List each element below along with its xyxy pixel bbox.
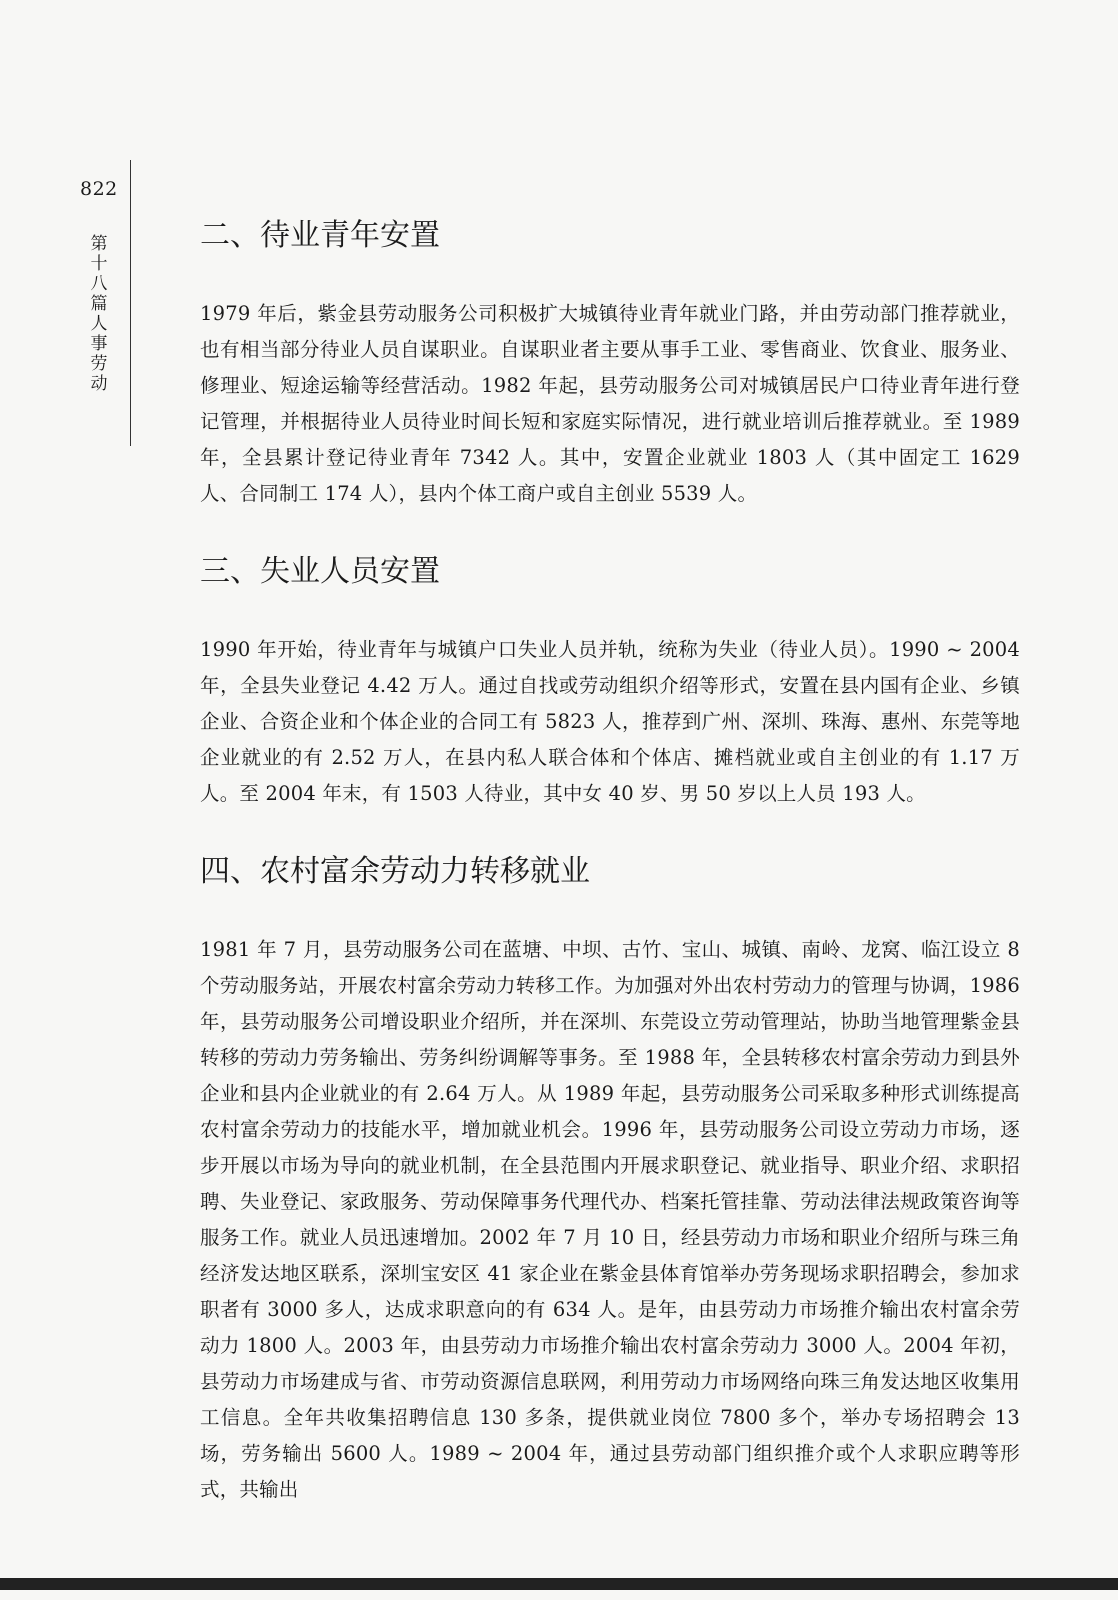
section-body: 1979 年后，紫金县劳动服务公司积极扩大城镇待业青年就业门路，并由劳动部门推荐就业，也有相当部分待业人员自谋职业。自谋职业者主要从事手工业、零售商业、饮食业、服务业、修理业、短途运输等经营活动。1982 年起，县劳动服务公司对城镇居民户口待业青年进行登记管理，并根据待业人员待业时间长短和家庭实际情况，进行就业培训后推荐就业。至 1989 年，全县累计登记待业青年 7342 人。其中，安置企业就业 1803 人（其中固定工 1629 人、合同制工 174 人），县内个体工商户或自主创业 5539 人。 [200, 302, 1020, 505]
section-rural-labor-transfer [200, 848, 1020, 1508]
section-body: 1981 年 7 月，县劳动服务公司在蓝塘、中坝、古竹、宝山、城镇、南岭、龙窝、临江设立 8 个劳动服务站，开展农村富余劳动力转移工作。为加强对外出农村劳动力的管理与协调，1986 年，县劳动服务公司增设职业介绍所，并在深圳、东莞设立劳动管理站，协助当地管理紫金县转移的劳动力劳务输出、劳务纠纷调解等事务。至 1988 年，全县转移农村富余劳动力到县外企业和县内企业就业的有 2.64 万人。从 1989 年起，县劳动服务公司采取多种形式训练提高农村富余劳动力的技能水平，增加就业机会。1996 年，县劳动服务公司设立劳动力市场，逐步开展以市场为导向的就业机制，在全县范围内开展求职登记、就业指导、职业介绍、求职招聘、失业登记、家政服务、劳动保障事务代理代办、档案托管挂靠、劳动法律法规政策咨询等服务工作。就业人员迅速增加。2002 年 7 月 10 日，经县劳动力市场和职业介绍所与珠三角经济发达地区联系，深圳宝安区 41 家企业在紫金县体育馆举办劳务现场求职招聘会，参加求职者有 3000 多人，达成求职意向的有 634 人。是年，由县劳动力市场推介输出农村富余劳动力 1800 人。2003 年，由县劳动力市场推介输出农村富余劳动力 3000 人。2004 年初，县劳动力市场建成与省、市劳动资源信息联网，利用劳动力市场网络向珠三角发达地区收集用工信息。全年共收集招聘信息 130 多条，提供就业岗位 7800 多个，举办专场招聘会 13 场，劳务输出 5600 人。1989 ~ 2004 年，通过县劳动部门组织推介或个人求职应聘等形式，共输出 [200, 938, 1020, 1501]
section-heading: 二、待业青年安置 [200, 218, 440, 253]
page-number: 822 [80, 178, 118, 200]
page-content [200, 212, 1020, 1544]
section-unemployed-youth [200, 212, 1020, 512]
side-divider [130, 160, 131, 446]
section-unemployment-placement [200, 548, 1020, 812]
section-heading: 四、农村富余劳动力转移就业 [200, 854, 590, 889]
chapter-side-title: 第十八篇 人事 劳动 [90, 234, 108, 394]
section-body: 1990 年开始，待业青年与城镇户口失业人员并轨，统称为失业（待业人员）。1990 ~ 2004 年，全县失业登记 4.42 万人。通过自找或劳动组织介绍等形式，安置在县内国有企业、乡镇企业、合资企业和个体企业的合同工有 5823 人，推荐到广州、深圳、珠海、惠州、东莞等地企业就业的有 2.52 万人，在县内私人联合体和个体店、摊档就业或自主创业的有 1.17 万人。至 2004 年末，有 1503 人待业，其中女 40 岁、男 50 岁以上人员 193 人。 [200, 638, 1020, 805]
scan-bottom-edge [0, 1578, 1118, 1590]
section-heading: 三、失业人员安置 [200, 554, 440, 589]
